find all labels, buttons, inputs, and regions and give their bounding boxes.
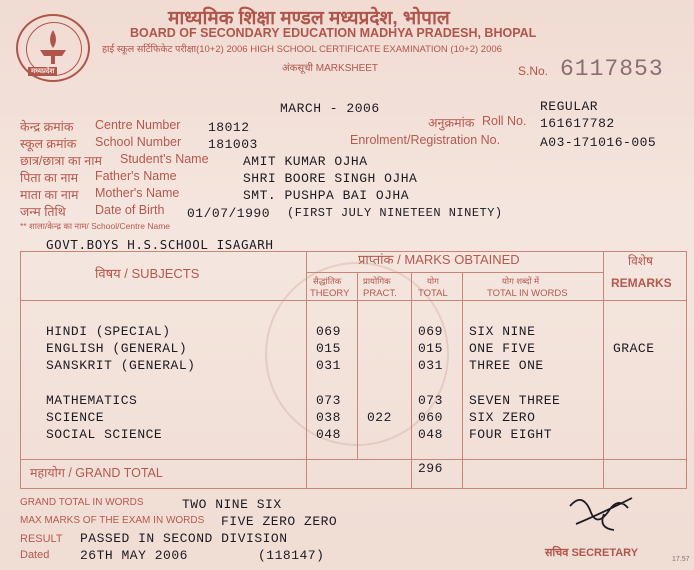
dated-code: (118147) <box>258 548 325 563</box>
father-label-hindi: पिता का नाम <box>20 171 79 185</box>
centre-label-hindi: केन्द्र क्रमांक <box>20 120 74 134</box>
total-marks: 060 <box>418 410 443 425</box>
remarks-value: GRACE <box>613 341 655 356</box>
total-header-hindi: योग <box>427 276 439 286</box>
dob-words: (FIRST JULY NINETEEN NINETY) <box>287 206 503 220</box>
dated-value: 26TH MAY 2006 <box>80 548 188 563</box>
board-title-english: BOARD OF SECONDARY EDUCATION MADHYA PRADESH, BHOPAL <box>130 26 537 40</box>
school-label: School Number <box>95 135 182 149</box>
dated-label: Dated <box>20 549 50 561</box>
total-marks: 031 <box>418 358 443 373</box>
school-number: 181003 <box>208 137 258 152</box>
subject-name: HINDI (SPECIAL) <box>46 324 171 339</box>
board-seal-logo <box>16 14 90 82</box>
col-divider <box>411 273 412 489</box>
student-name-label: Student's Name <box>120 152 209 166</box>
centre-number: 18012 <box>208 120 250 135</box>
mother-label: Mother's Name <box>95 186 180 200</box>
marksheet-title: अंकसूची MARKSHEET <box>282 63 379 74</box>
subject-name: MATHEMATICS <box>46 393 138 408</box>
subject-name: SOCIAL SCIENCE <box>46 427 163 442</box>
result-value: PASSED IN SECOND DIVISION <box>80 531 288 546</box>
roll-label: Roll No. <box>482 114 527 128</box>
pract-header: PRACT. <box>363 288 397 299</box>
exam-title: हाई स्कूल सर्टिफिकेट परीक्षा(10+2) 2006 HIGH SCHOOL CERTIFICATE EXAMINATION (10+2) 2006 <box>102 44 502 55</box>
marks-in-words: FOUR EIGHT <box>469 427 553 442</box>
col-divider <box>306 251 307 489</box>
total-marks: 015 <box>418 341 443 356</box>
marks-in-words: THREE ONE <box>469 358 544 373</box>
student-name: AMIT KUMAR OJHA <box>243 154 368 169</box>
dob-label-hindi: जन्म तिथि <box>20 205 66 219</box>
words-header-hindi: योग शब्दों में <box>502 276 540 286</box>
max-marks-value: FIVE ZERO ZERO <box>221 514 338 529</box>
theory-marks: 038 <box>316 410 341 425</box>
student-name-label-hindi: छात्र/छात्रा का नाम <box>20 154 102 168</box>
subject-name: SCIENCE <box>46 410 105 425</box>
father-label: Father's Name <box>95 169 177 183</box>
centre-label: Centre Number <box>95 118 181 132</box>
secretary-label: सचिव SECRETARY <box>545 547 639 559</box>
serial-label: S.No. <box>518 64 549 78</box>
theory-marks: 073 <box>316 393 341 408</box>
marks-in-words: SIX NINE <box>469 324 536 339</box>
pract-header-hindi: प्रायोगिक <box>363 276 391 286</box>
subject-name: ENGLISH (GENERAL) <box>46 341 188 356</box>
marks-in-words: ONE FIVE <box>469 341 536 356</box>
theory-header: THEORY <box>310 288 350 299</box>
roll-number: 161617782 <box>540 116 615 131</box>
row-divider <box>306 272 603 273</box>
marks-in-words: SIX ZERO <box>469 410 536 425</box>
words-header: TOTAL IN WORDS <box>487 288 568 299</box>
pract-marks: 022 <box>367 410 392 425</box>
remarks-header-hindi: विशेष <box>628 254 653 268</box>
roll-label-hindi: अनुक्रमांक <box>428 116 475 130</box>
grand-total-value: 296 <box>418 461 443 476</box>
theory-marks: 069 <box>316 324 341 339</box>
total-marks: 069 <box>418 324 443 339</box>
remarks-header: REMARKS <box>611 276 672 290</box>
result-label: RESULT <box>20 533 63 545</box>
total-marks: 048 <box>418 427 443 442</box>
marks-in-words: SEVEN THREE <box>469 393 561 408</box>
dob-value: 01/07/1990 <box>187 206 271 221</box>
dob-label: Date of Birth <box>95 203 165 217</box>
grand-total-words-value: TWO NINE SIX <box>182 497 282 512</box>
subjects-header: विषय / SUBJECTS <box>95 266 200 281</box>
grand-total-label: महायोग / GRAND TOTAL <box>30 466 163 480</box>
father-name: SHRI BOORE SINGH OJHA <box>243 171 418 186</box>
max-marks-label: MAX MARKS OF THE EXAM IN WORDS <box>20 515 205 526</box>
secretary-signature <box>560 484 650 540</box>
exam-session: MARCH - 2006 <box>280 101 380 116</box>
col-divider <box>603 251 604 489</box>
school-name-label: ** शाला/केन्द्र का नाम/ School/Centre Name <box>20 221 171 231</box>
total-header: TOTAL <box>418 288 448 299</box>
grand-total-words-label: GRAND TOTAL IN WORDS <box>20 497 144 508</box>
school-label-hindi: स्कूल क्रमांक <box>20 137 77 151</box>
mother-name: SMT. PUSHPA BAI OJHA <box>243 188 410 203</box>
mother-label-hindi: माता का नाम <box>20 188 79 202</box>
col-divider <box>462 273 463 489</box>
enrolment-label: Enrolment/Registration No. <box>350 133 501 147</box>
seal-label: मध्यप्रदेश <box>28 67 57 76</box>
total-marks: 073 <box>418 393 443 408</box>
serial-number: 6117853 <box>560 56 664 82</box>
subject-name: SANSKRIT (GENERAL) <box>46 358 196 373</box>
row-divider <box>20 459 687 460</box>
corner-code: 17.57 <box>672 556 690 563</box>
enrolment-number: A03-171016-005 <box>540 135 657 150</box>
theory-header-hindi: सैद्धांतिक <box>313 276 342 286</box>
board-title-hindi: माध्यमिक शिक्षा मण्डल मध्यप्रदेश, भोपाल <box>168 8 450 29</box>
marks-obtained-header: प्राप्तांक / MARKS OBTAINED <box>358 252 520 267</box>
school-name: GOVT.BOYS H.S.SCHOOL ISAGARH <box>46 237 274 252</box>
theory-marks: 015 <box>316 341 341 356</box>
exam-type: REGULAR <box>540 99 599 114</box>
theory-marks: 031 <box>316 358 341 373</box>
row-divider <box>20 300 687 301</box>
theory-marks: 048 <box>316 427 341 442</box>
